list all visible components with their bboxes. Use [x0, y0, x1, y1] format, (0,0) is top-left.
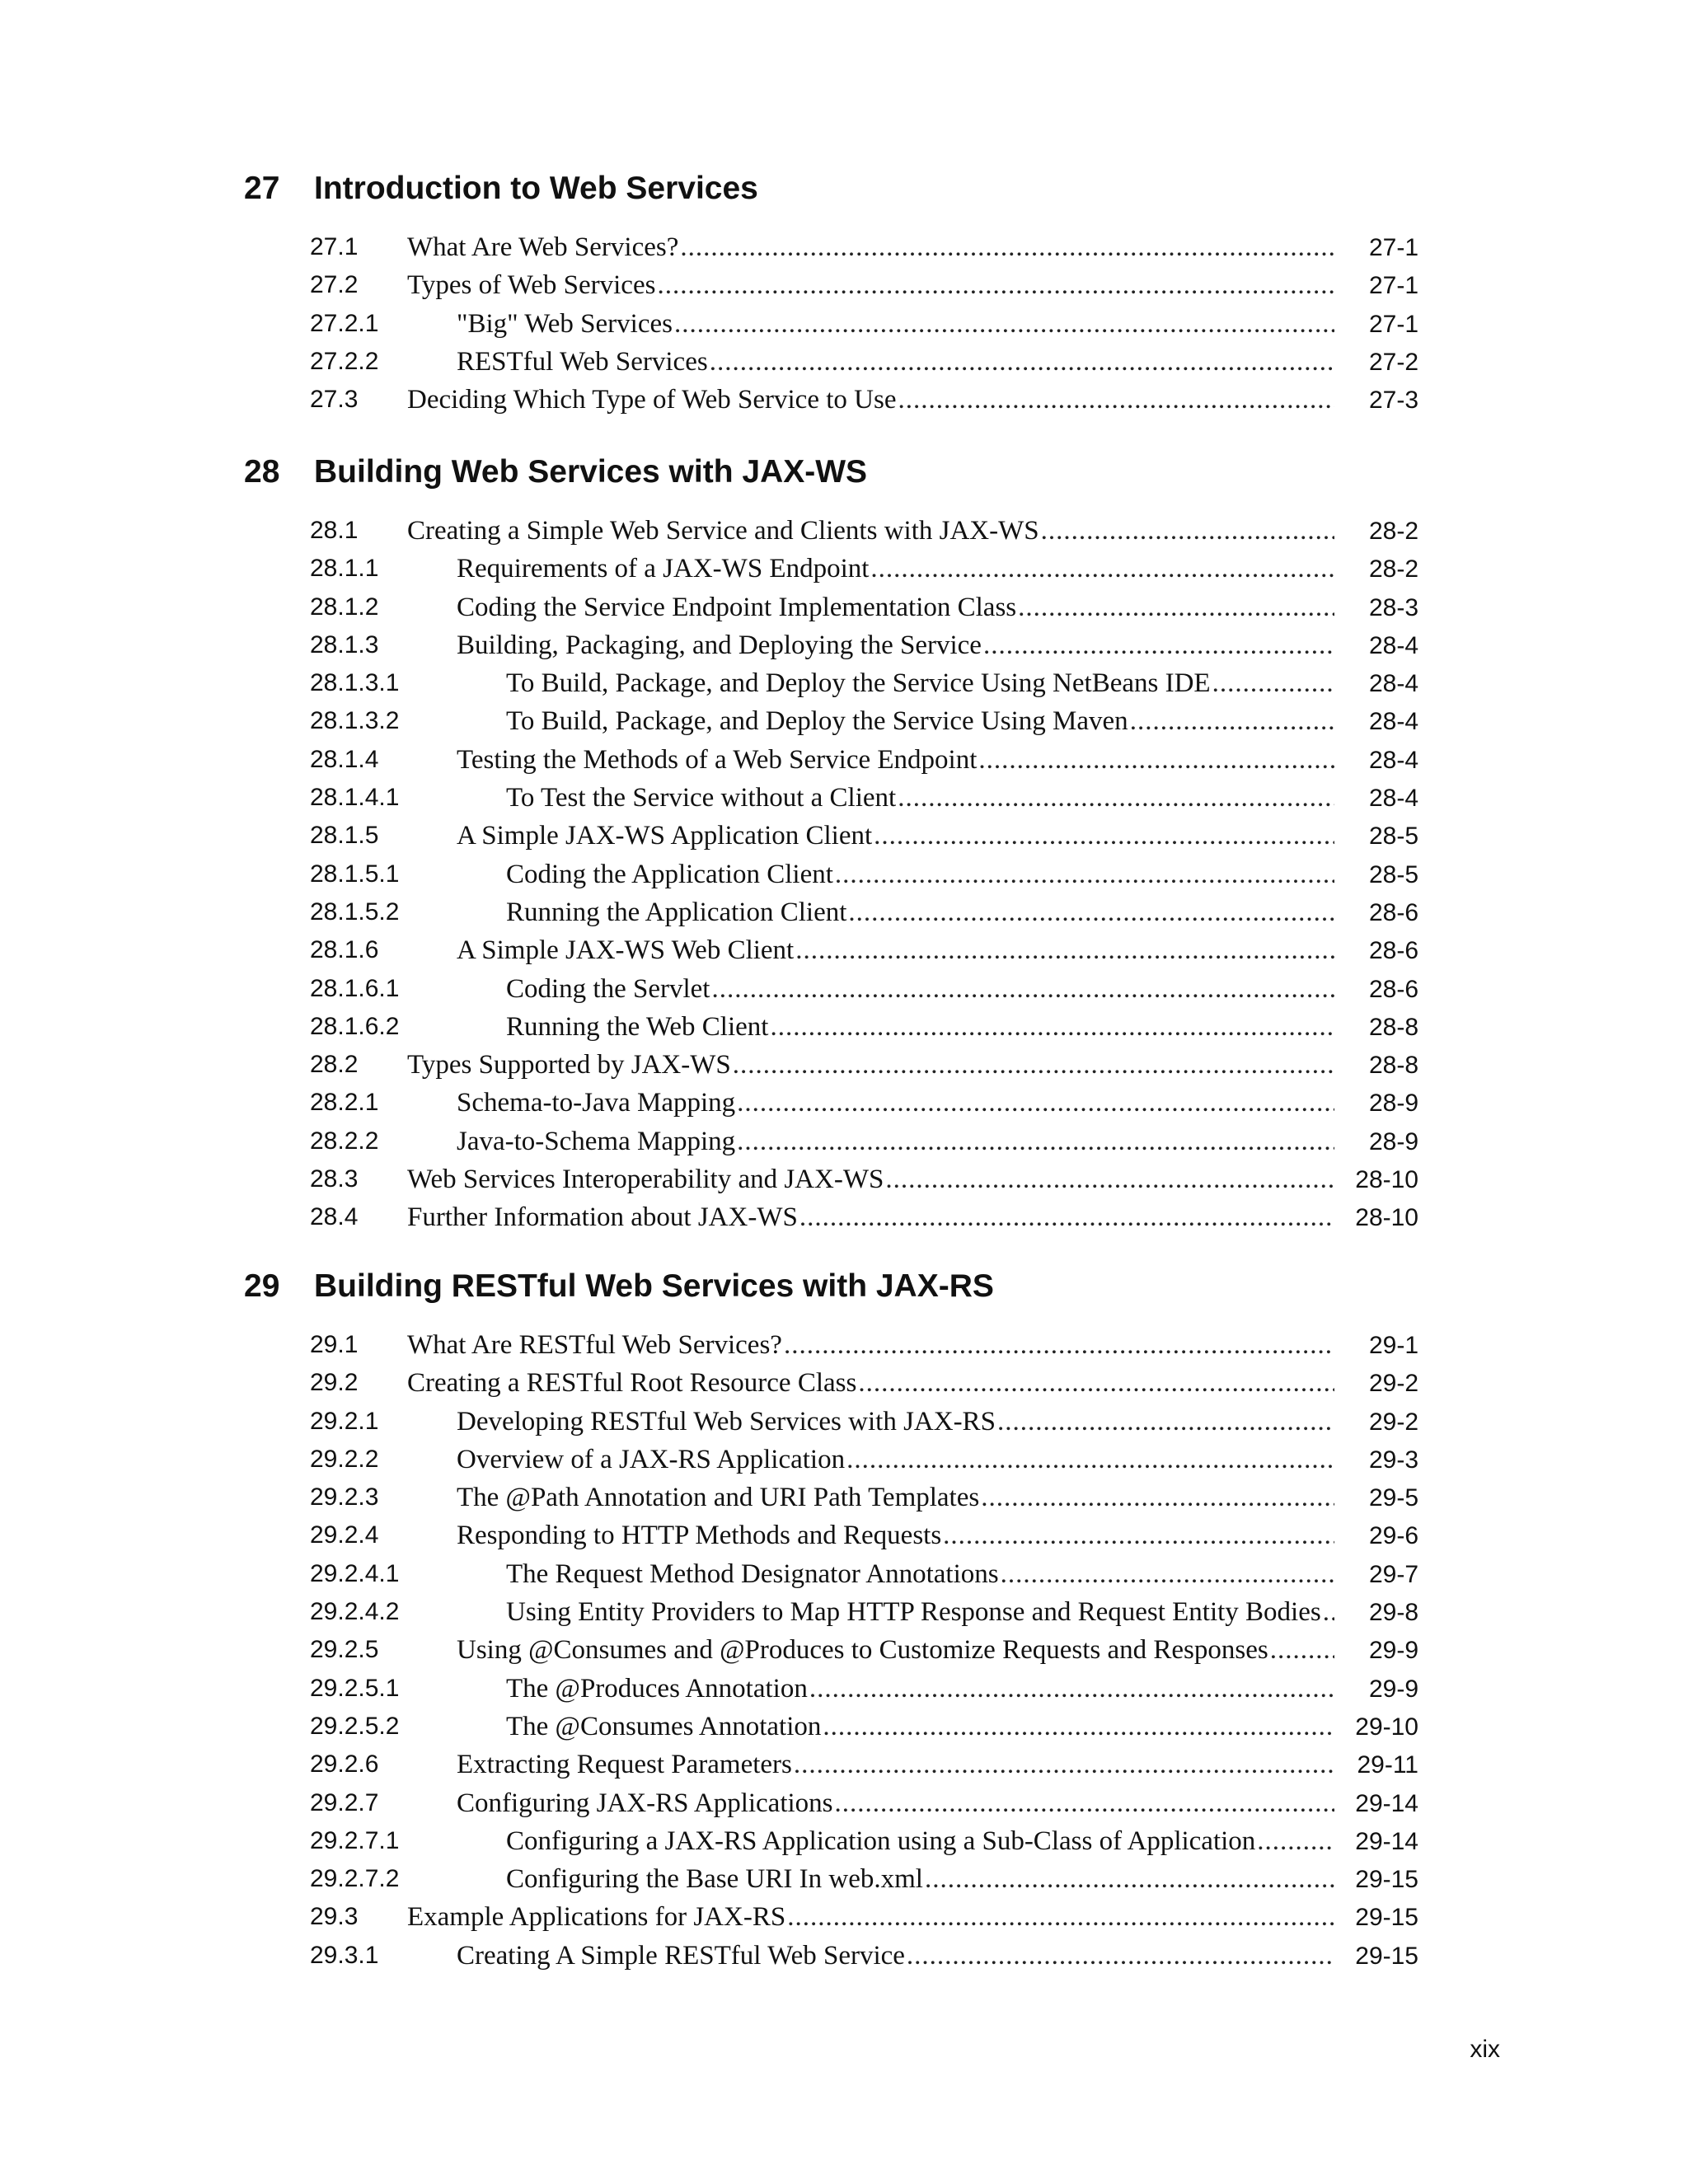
entry-line	[506, 1822, 1418, 1860]
entry-title[interactable]: Configuring a JAX-RS Application using a Sub-Class of Application	[506, 1825, 1256, 1856]
entry-page[interactable]: 29-14	[1355, 1827, 1418, 1855]
entry-title[interactable]: A Simple JAX-WS Web Client	[457, 935, 795, 966]
entry-number: 29.2	[310, 1369, 359, 1397]
entry-number: 29.2.7.2	[310, 1865, 400, 1893]
entry-page[interactable]: 27-2	[1368, 348, 1418, 376]
entry-page[interactable]: 29-15	[1355, 1942, 1418, 1970]
entry-title[interactable]: The @Produces Annotation	[506, 1673, 808, 1704]
dot-leader	[1212, 664, 1334, 702]
chapter-number: 28	[244, 454, 280, 490]
chapter-title[interactable]: Building Web Services with JAX-WS	[314, 454, 868, 490]
entry-line	[506, 855, 1418, 893]
entry-line	[457, 931, 1418, 969]
entry-line	[506, 702, 1418, 740]
entry-page[interactable]: 28-6	[1368, 975, 1418, 1003]
toc-entry[interactable]	[0, 931, 1688, 969]
entry-page[interactable]: 29-2	[1368, 1408, 1418, 1436]
entry-line	[457, 550, 1418, 588]
dot-leader	[809, 1670, 1334, 1708]
dot-leader	[983, 626, 1334, 664]
entry-title[interactable]: To Test the Service without a Client	[506, 783, 897, 813]
dot-leader	[1257, 1822, 1334, 1860]
toc-entry[interactable]	[0, 228, 1688, 266]
toc-entry[interactable]	[0, 1122, 1688, 1160]
entry-page[interactable]: 28-10	[1355, 1204, 1418, 1232]
entry-line	[407, 1364, 1418, 1402]
entry-number: 28.1.6	[310, 936, 379, 964]
toc-entry[interactable]	[0, 1593, 1688, 1631]
entry-number: 29.3	[310, 1903, 359, 1931]
toc-entry[interactable]	[0, 1784, 1688, 1822]
entry-title[interactable]: "Big" Web Services	[457, 308, 673, 339]
entry-title[interactable]: Testing the Methods of a Web Service Endpoint	[457, 744, 978, 775]
entry-page[interactable]: 28-6	[1368, 937, 1418, 965]
dot-leader	[1018, 588, 1334, 626]
entry-line	[457, 1746, 1418, 1783]
dot-leader	[737, 1122, 1334, 1160]
toc-entry[interactable]	[0, 1046, 1688, 1084]
entry-number: 27.3	[310, 386, 359, 414]
chapter-number: 29	[244, 1268, 280, 1304]
entry-number: 28.1.2	[310, 593, 379, 621]
toc-entry[interactable]	[0, 1084, 1688, 1122]
toc-entry[interactable]	[0, 1670, 1688, 1708]
entry-title[interactable]: Building, Packaging, and Deploying the Service	[457, 630, 982, 660]
entry-line	[506, 779, 1418, 817]
toc-entry[interactable]	[0, 1555, 1688, 1593]
entry-page[interactable]: 28-10	[1355, 1166, 1418, 1194]
dot-leader	[846, 1441, 1334, 1479]
dot-leader	[835, 855, 1334, 893]
entry-title[interactable]: Configuring the Base URI In web.xml	[506, 1864, 923, 1895]
entry-line	[506, 970, 1418, 1008]
entry-page[interactable]: 28-4	[1368, 785, 1418, 813]
entry-title[interactable]: Creating a Simple Web Service and Clients with JAX-WS	[407, 516, 1039, 546]
dot-leader	[657, 266, 1334, 304]
entry-number: 29.2.6	[310, 1750, 379, 1779]
entry-title[interactable]: The @Consumes Annotation	[506, 1711, 822, 1741]
toc-entry[interactable]	[0, 1708, 1688, 1746]
entry-line	[457, 305, 1418, 343]
toc-entry[interactable]	[0, 626, 1688, 664]
dot-leader	[885, 1160, 1334, 1198]
entry-title[interactable]: The Request Method Designator Annotations	[506, 1558, 999, 1589]
entry-line	[506, 664, 1418, 702]
entry-page[interactable]: 27-1	[1368, 310, 1418, 338]
entry-page[interactable]: 28-4	[1368, 670, 1418, 698]
toc-entry[interactable]	[0, 1822, 1688, 1860]
entry-title[interactable]: To Build, Package, and Deploy the Service Using NetBeans IDE	[506, 668, 1211, 699]
entry-page[interactable]: 28-9	[1368, 1127, 1418, 1155]
toc-entry[interactable]	[0, 1403, 1688, 1441]
dot-leader	[799, 1198, 1334, 1236]
toc-entry[interactable]	[0, 305, 1688, 343]
toc-entry[interactable]	[0, 588, 1688, 626]
entry-title[interactable]: Further Information about JAX-WS	[407, 1202, 798, 1233]
entry-line	[407, 1046, 1418, 1084]
toc-entry[interactable]	[0, 893, 1688, 931]
entry-title[interactable]: To Build, Package, and Deploy the Service Using Maven	[506, 706, 1128, 737]
entry-page[interactable]: 27-1	[1368, 234, 1418, 261]
entry-page[interactable]: 28-4	[1368, 746, 1418, 774]
toc-entry[interactable]	[0, 1631, 1688, 1669]
entry-title[interactable]: Requirements of a JAX-WS Endpoint	[457, 554, 870, 584]
entry-line	[506, 1708, 1418, 1746]
toc-entry[interactable]	[0, 1860, 1688, 1898]
entry-line	[457, 1631, 1418, 1669]
entry-title[interactable]: Responding to HTTP Methods and Requests	[457, 1521, 942, 1551]
entry-page[interactable]: 29-2	[1368, 1370, 1418, 1398]
entry-number: 29.2.4.2	[310, 1598, 400, 1626]
entry-line	[457, 1084, 1418, 1122]
entry-number: 27.2	[310, 271, 359, 299]
entry-number: 29.2.2	[310, 1445, 379, 1473]
entry-page[interactable]: 29-1	[1368, 1332, 1418, 1359]
entry-number: 28.1	[310, 517, 359, 544]
dot-leader	[787, 1898, 1334, 1936]
dot-leader	[710, 343, 1334, 381]
entry-number: 28.1.3.1	[310, 669, 400, 697]
entry-page[interactable]: 28-6	[1368, 898, 1418, 926]
entry-title[interactable]: Coding the Service Endpoint Implementation Class	[457, 592, 1017, 622]
entry-title[interactable]: What Are RESTful Web Services?	[407, 1330, 782, 1360]
entry-number: 28.1.4	[310, 745, 379, 773]
entry-number: 29.2.1	[310, 1407, 379, 1435]
dot-leader	[1323, 1593, 1334, 1631]
entry-title[interactable]: The @Path Annotation and URI Path Templates	[457, 1483, 980, 1513]
entry-line	[457, 343, 1418, 381]
entry-line	[506, 1593, 1418, 1631]
toc-entry[interactable]	[0, 550, 1688, 588]
entry-page[interactable]: 29-14	[1355, 1789, 1418, 1817]
entry-page[interactable]: 28-8	[1368, 1052, 1418, 1080]
entry-page[interactable]: 29-3	[1368, 1446, 1418, 1474]
entry-number: 29.3.1	[310, 1941, 379, 1969]
entry-title[interactable]: What Are Web Services?	[407, 232, 679, 262]
entry-number: 28.1.5.2	[310, 898, 400, 926]
entry-title[interactable]: Running the Web Client	[506, 1011, 769, 1042]
entry-page[interactable]: 27-1	[1368, 272, 1418, 300]
entry-title[interactable]: RESTful Web Services	[457, 346, 708, 377]
entry-number: 28.2.2	[310, 1127, 379, 1155]
entry-line	[407, 228, 1418, 266]
entry-line	[457, 741, 1418, 779]
entry-title[interactable]: A Simple JAX-WS Application Client	[457, 821, 873, 851]
entry-title[interactable]: Creating a RESTful Root Resource Class	[407, 1368, 857, 1399]
dot-leader	[835, 1784, 1334, 1822]
dot-leader	[823, 1708, 1334, 1746]
toc-entry[interactable]	[0, 343, 1688, 381]
toc-entry[interactable]	[0, 1326, 1688, 1364]
dot-leader	[943, 1516, 1334, 1554]
entry-number: 28.3	[310, 1165, 359, 1193]
toc-entry[interactable]	[0, 779, 1688, 817]
entry-number: 28.2.1	[310, 1089, 379, 1117]
entry-page[interactable]: 27-3	[1368, 387, 1418, 415]
entry-line	[407, 381, 1418, 419]
toc-entry[interactable]	[0, 1898, 1688, 1936]
entry-page[interactable]: 29-5	[1368, 1484, 1418, 1512]
entry-title[interactable]: Schema-to-Java Mapping	[457, 1088, 736, 1118]
dot-leader	[733, 1046, 1334, 1084]
toc-entry[interactable]	[0, 1198, 1688, 1236]
entry-line	[457, 588, 1418, 626]
toc-entry[interactable]	[0, 512, 1688, 550]
toc-entry[interactable]	[0, 1937, 1688, 1975]
entry-line	[457, 1479, 1418, 1516]
entry-page[interactable]: 29-11	[1357, 1751, 1418, 1779]
toc-entry[interactable]	[0, 741, 1688, 779]
dot-leader	[907, 1937, 1334, 1975]
entry-page[interactable]: 28-9	[1368, 1090, 1418, 1118]
entry-page[interactable]: 28-4	[1368, 631, 1418, 659]
entry-line	[407, 1898, 1418, 1936]
dot-leader	[898, 381, 1334, 419]
entry-number: 29.2.5.2	[310, 1712, 400, 1740]
toc-entries	[0, 512, 1688, 1237]
entry-line	[407, 1326, 1418, 1364]
toc-entry[interactable]	[0, 266, 1688, 304]
entry-line	[457, 626, 1418, 664]
entry-title[interactable]: Web Services Interoperability and JAX-WS	[407, 1165, 884, 1195]
entry-title[interactable]: Developing RESTful Web Services with JAX-RS	[457, 1406, 996, 1436]
entry-number: 27.2.2	[310, 347, 379, 375]
dot-leader	[1130, 702, 1334, 740]
entry-number: 27.2.1	[310, 309, 379, 337]
dot-leader	[997, 1403, 1334, 1441]
entry-page[interactable]: 29-6	[1368, 1522, 1418, 1550]
entry-line	[457, 1122, 1418, 1160]
entry-number: 29.2.3	[310, 1483, 379, 1511]
entry-page[interactable]: 28-5	[1368, 823, 1418, 851]
chapter-heading	[0, 164, 1688, 213]
dot-leader	[680, 228, 1334, 266]
toc-entry[interactable]	[0, 1160, 1688, 1198]
dot-leader	[795, 931, 1334, 969]
dot-leader	[858, 1364, 1334, 1402]
dot-leader	[711, 970, 1334, 1008]
chapter-heading	[0, 1262, 1688, 1311]
entry-page[interactable]: 28-5	[1368, 860, 1418, 888]
entry-number: 28.1.1	[310, 555, 379, 583]
chapter-heading	[0, 448, 1688, 497]
entry-page[interactable]: 29-8	[1368, 1599, 1418, 1627]
entry-line	[506, 1860, 1418, 1898]
entry-number: 28.4	[310, 1203, 359, 1231]
entry-title[interactable]: Creating A Simple RESTful Web Service	[457, 1940, 905, 1971]
entry-page[interactable]: 28-8	[1368, 1013, 1418, 1041]
entry-line	[407, 266, 1418, 304]
entry-number: 28.1.3	[310, 630, 379, 658]
entry-number: 29.2.7.1	[310, 1826, 400, 1854]
entry-page[interactable]: 28-4	[1368, 708, 1418, 736]
entry-title[interactable]: Types of Web Services	[407, 270, 656, 301]
dot-leader	[1041, 512, 1334, 550]
chapter-title[interactable]: Building RESTful Web Services with JAX-RS	[314, 1268, 994, 1304]
entry-title[interactable]: Overview of a JAX-RS Application	[457, 1444, 846, 1474]
dot-leader	[898, 779, 1334, 817]
entry-page[interactable]: 29-7	[1368, 1560, 1418, 1588]
entry-page[interactable]: 29-9	[1368, 1675, 1418, 1703]
dot-leader	[674, 305, 1334, 343]
entry-title[interactable]: Deciding Which Type of Web Service to Use	[407, 385, 897, 415]
page-folio: xix	[1470, 2036, 1500, 2063]
dot-leader	[794, 1746, 1334, 1783]
entry-title[interactable]: Types Supported by JAX-WS	[407, 1050, 731, 1080]
dot-leader	[870, 550, 1334, 588]
toc-entries	[0, 1326, 1688, 1975]
toc-entry[interactable]	[0, 1364, 1688, 1402]
entry-page[interactable]: 29-9	[1368, 1637, 1418, 1665]
toc-entry[interactable]	[0, 1008, 1688, 1046]
toc-entries	[0, 228, 1688, 419]
entry-page[interactable]: 29-15	[1355, 1904, 1418, 1932]
entry-title[interactable]: Coding the Application Client	[506, 859, 833, 889]
entry-page[interactable]: 28-2	[1368, 518, 1418, 545]
entry-line	[506, 1555, 1418, 1593]
toc-entry[interactable]	[0, 664, 1688, 702]
entry-line	[506, 1670, 1418, 1708]
entry-line	[457, 1441, 1418, 1479]
entry-page[interactable]: 29-10	[1355, 1713, 1418, 1741]
toc-entry[interactable]	[0, 1516, 1688, 1554]
entry-line	[407, 512, 1418, 550]
toc-entry[interactable]	[0, 970, 1688, 1008]
dot-leader	[925, 1860, 1334, 1898]
entry-page[interactable]: 28-2	[1368, 555, 1418, 583]
toc-entry[interactable]	[0, 702, 1688, 740]
dot-leader	[981, 1479, 1334, 1516]
toc-entry[interactable]	[0, 1479, 1688, 1516]
entry-line	[407, 1160, 1418, 1198]
toc-entry[interactable]	[0, 1441, 1688, 1479]
dot-leader	[784, 1326, 1334, 1364]
entry-number: 28.1.6.2	[310, 1012, 400, 1040]
entry-number: 28.1.4.1	[310, 784, 400, 812]
dot-leader	[874, 817, 1334, 855]
entry-number: 29.2.7	[310, 1788, 379, 1816]
entry-title[interactable]: Using @Consumes and @Produces to Customize Requests and Responses	[457, 1635, 1268, 1666]
entry-number: 29.2.4	[310, 1521, 379, 1549]
entry-page[interactable]: 29-15	[1355, 1866, 1418, 1894]
entry-title[interactable]: Configuring JAX-RS Applications	[457, 1788, 833, 1818]
dot-leader	[848, 893, 1334, 931]
entry-number: 28.1.5	[310, 822, 379, 850]
entry-line	[506, 893, 1418, 931]
toc-entry[interactable]	[0, 381, 1688, 419]
dot-leader	[1001, 1555, 1334, 1593]
chapter-title[interactable]: Introduction to Web Services	[314, 171, 758, 206]
entry-number: 29.2.5.1	[310, 1674, 400, 1702]
entry-title[interactable]: Extracting Request Parameters	[457, 1750, 792, 1780]
chapter-number: 27	[244, 171, 280, 206]
entry-line	[457, 817, 1418, 855]
dot-leader	[978, 741, 1334, 779]
dot-leader	[770, 1008, 1334, 1046]
entry-title[interactable]: Running the Application Client	[506, 897, 847, 927]
toc-entry[interactable]	[0, 817, 1688, 855]
entry-number: 28.2	[310, 1051, 359, 1079]
toc-entry[interactable]	[0, 855, 1688, 893]
entry-line	[506, 1008, 1418, 1046]
entry-title[interactable]: Using Entity Providers to Map HTTP Response and Request Entity Bodies	[506, 1597, 1321, 1628]
entry-page[interactable]: 28-3	[1368, 593, 1418, 621]
entry-number: 29.2.5	[310, 1636, 379, 1664]
toc-entry[interactable]	[0, 1746, 1688, 1783]
entry-number: 28.1.3.2	[310, 707, 400, 735]
entry-title[interactable]: Java-to-Schema Mapping	[457, 1126, 736, 1156]
entry-number: 27.1	[310, 233, 359, 260]
dot-leader	[737, 1084, 1334, 1122]
entry-line	[457, 1937, 1418, 1975]
entry-number: 28.1.5.1	[310, 860, 400, 888]
entry-line	[457, 1784, 1418, 1822]
dot-leader	[1270, 1631, 1334, 1669]
entry-title[interactable]: Example Applications for JAX-RS	[407, 1902, 786, 1933]
entry-number: 29.1	[310, 1331, 359, 1358]
entry-line	[457, 1403, 1418, 1441]
entry-number: 28.1.6.1	[310, 974, 400, 1002]
entry-line	[407, 1198, 1418, 1236]
entry-number: 29.2.4.1	[310, 1559, 400, 1587]
entry-line	[457, 1516, 1418, 1554]
entry-title[interactable]: Coding the Servlet	[506, 973, 710, 1004]
